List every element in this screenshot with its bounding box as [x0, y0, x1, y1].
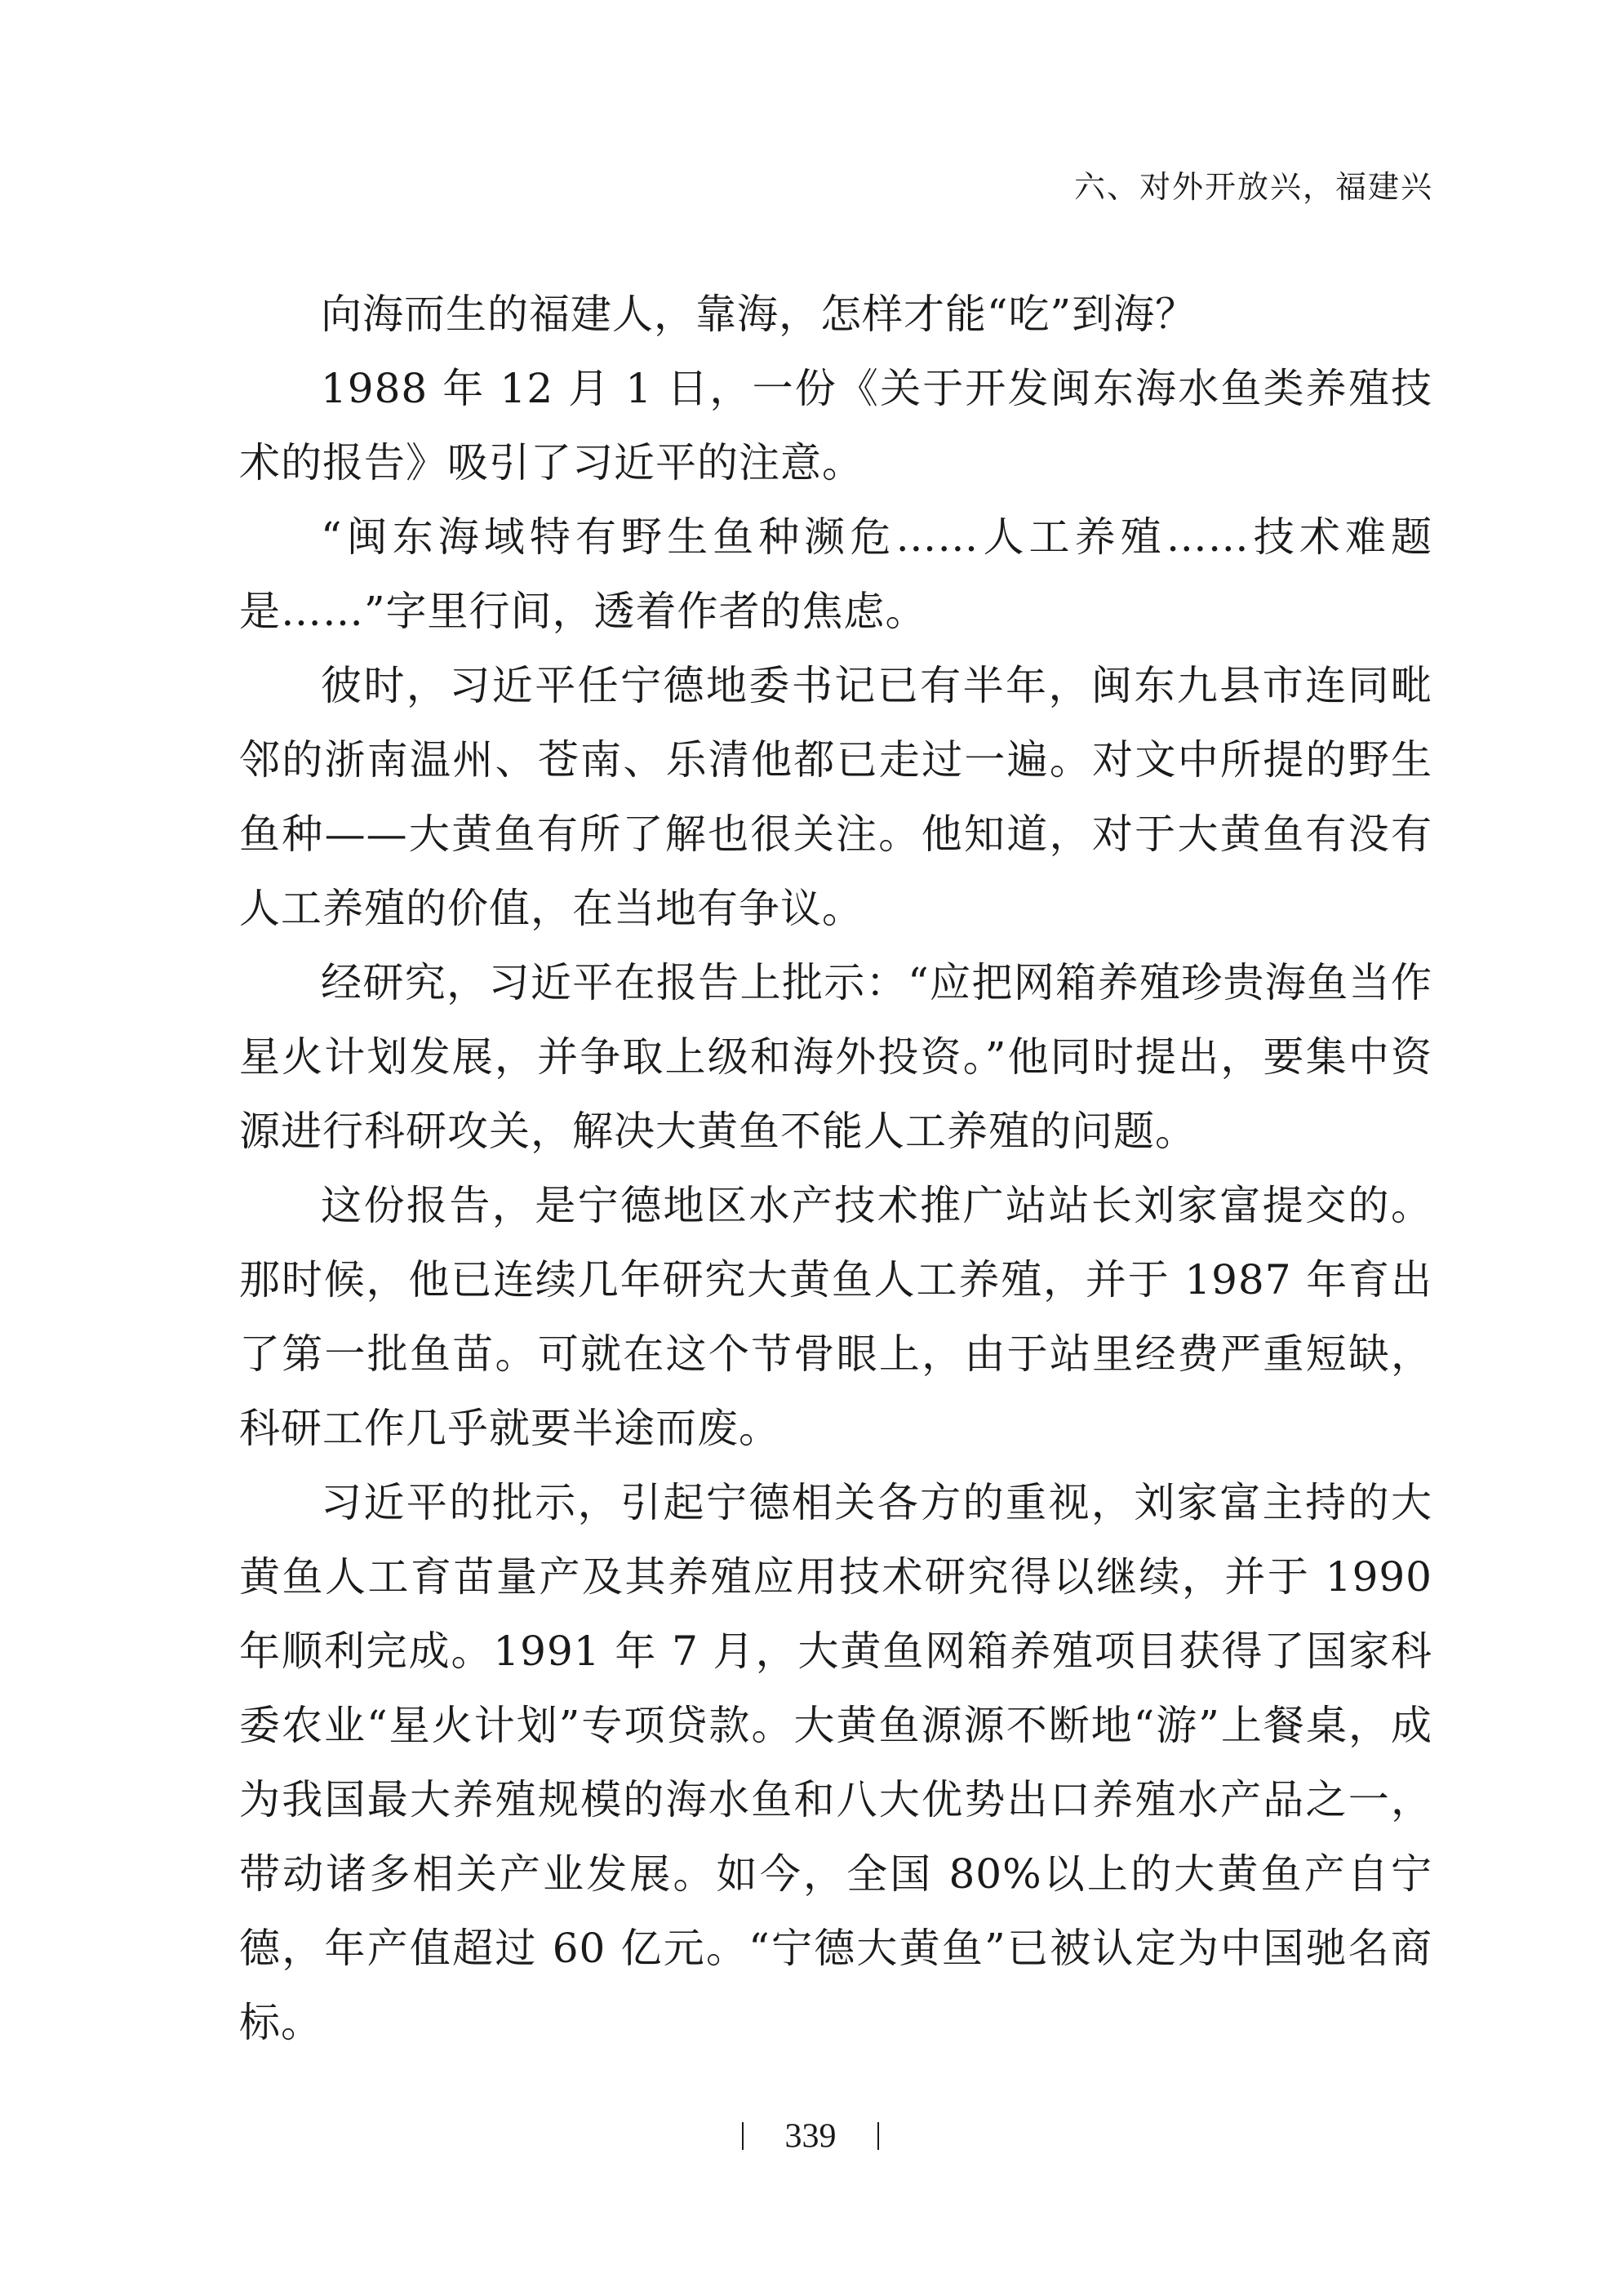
body-text [239, 278, 1432, 2060]
paragraph: 彼时，习近平任宁德地委书记已有半年，闽东九县市连同毗邻的浙南温州、苍南、乐清他都已走过一遍。对文中所提的野生鱼种——大黄鱼有所了解也很关注。他知道，对于大黄鱼有没有人工养殖的价值，在当地有争议。 [239, 662, 1432, 932]
paragraph: 经研究，习近平在报告上批示：“应把网箱养殖珍贵海鱼当作星火计划发展，并争取上级和海外投资。”他同时提出，要集中资源进行科研攻关，解决大黄鱼不能人工养殖的问题。 [239, 959, 1432, 1155]
folio-rule-left [742, 2122, 744, 2150]
paragraph: 1988 年 12 月 1 日，一份《关于开发闽东海水鱼类养殖技术的报告》吸引了习近平的注意。 [239, 365, 1432, 486]
page-number: 339 [784, 2117, 837, 2156]
paragraph: “闽东海域特有野生鱼种濒危……人工养殖……技术难题是……”字里行间，透着作者的焦虑。 [239, 513, 1432, 635]
running-header: 六、对外开放兴，福建兴 [1073, 169, 1433, 205]
folio-rule-right [877, 2122, 879, 2150]
paragraph: 习近平的批示，引起宁德相关各方的重视，刘家富主持的大黄鱼人工育苗量产及其养殖应用技术研究得以继续，并于 1990 年顺利完成。1991 年 7 月，大黄鱼网箱养殖项目获得了国家科委农业“星火计划”专项贷款。大黄鱼源源不断地“游”上餐桌，成为我国最大养殖规模的海水鱼和八大优势出口养殖水产品之一，带动诸多相关产业发展。如今，全国 80%以上的大黄鱼产自宁德，年产值超过 60 亿元。“宁德大黄鱼”已被认定为中国驰名商标。 [239, 1479, 1432, 2046]
page-footer [0, 2114, 1621, 2156]
paragraph: 这份报告，是宁德地区水产技术推广站站长刘家富提交的。那时候，他已连续几年研究大黄鱼人工养殖，并于 1987 年育出了第一批鱼苗。可就在这个节骨眼上，由于站里经费严重短缺，科研工作几乎就要半途而废。 [239, 1182, 1432, 1452]
paragraph: 向海而生的福建人，靠海，怎样才能“吃”到海？ [321, 291, 1197, 338]
